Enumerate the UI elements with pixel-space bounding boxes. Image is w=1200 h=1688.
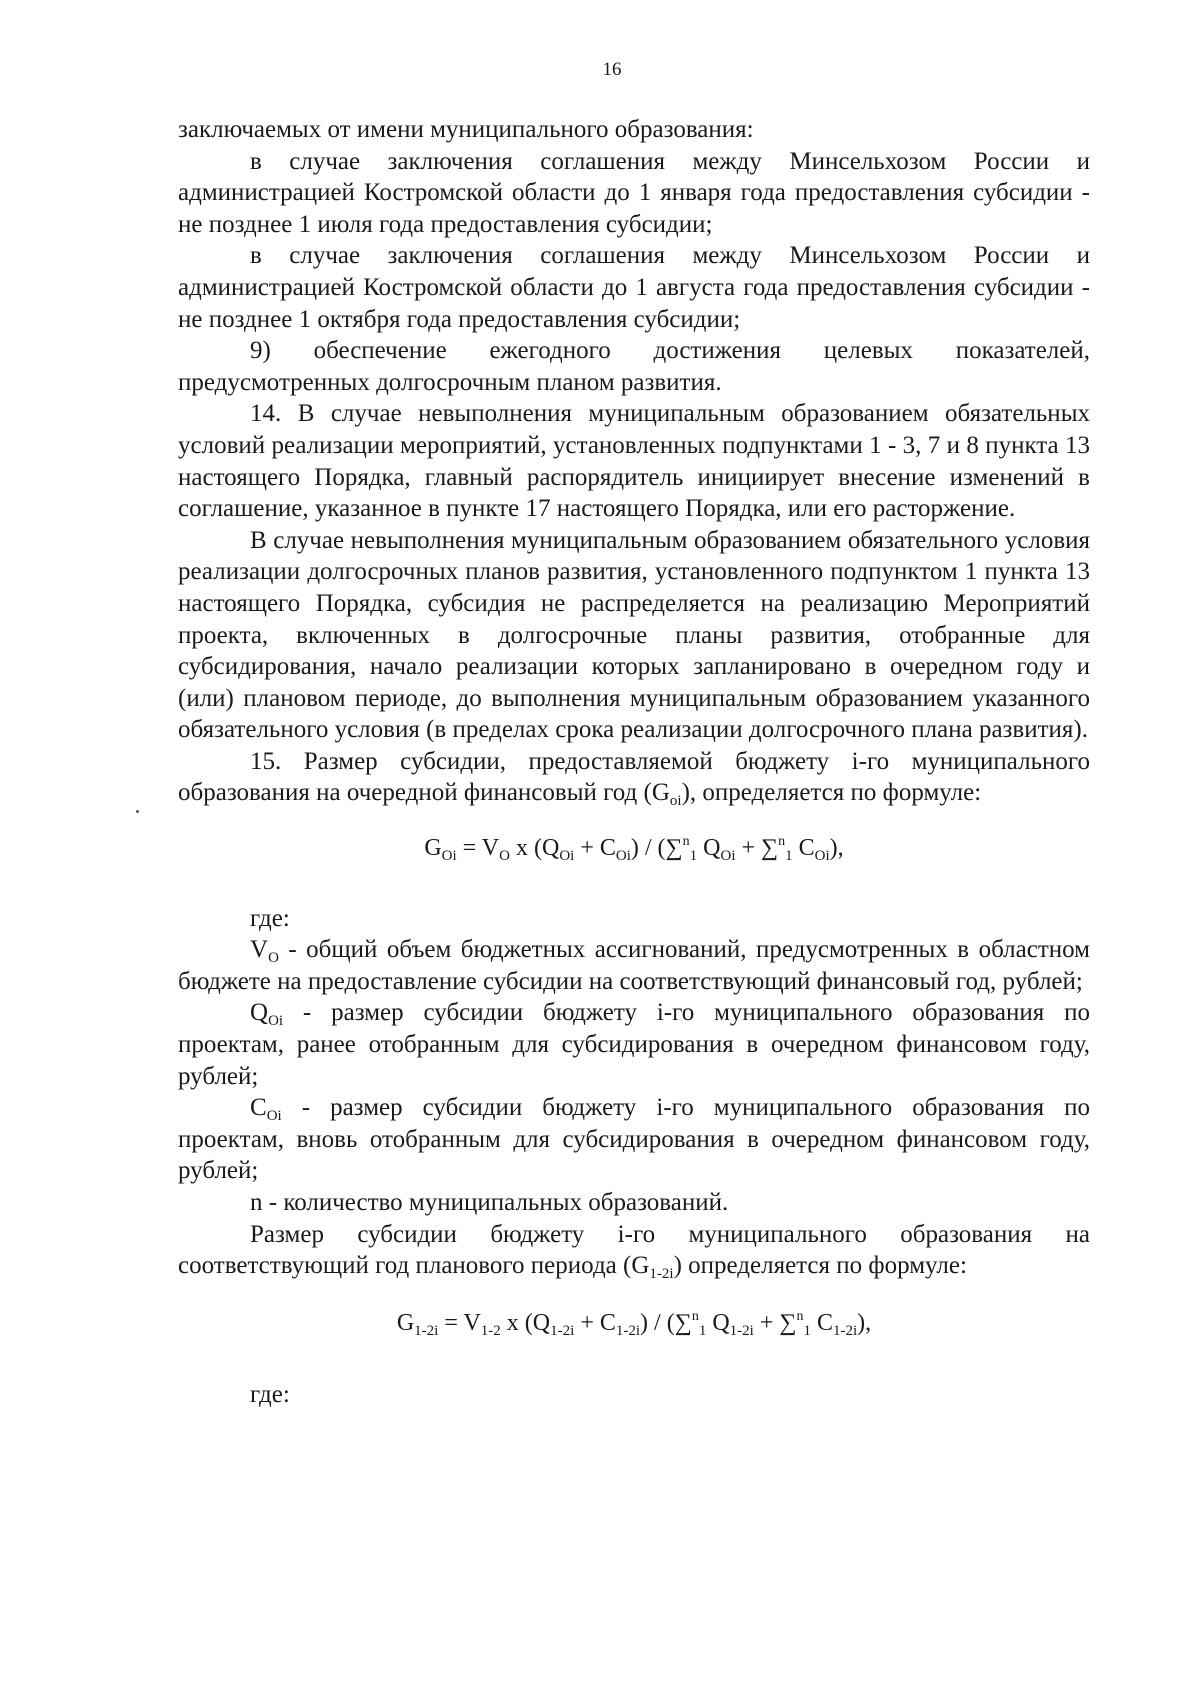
- superscript: n: [691, 1308, 699, 1324]
- formula-operator: +: [574, 835, 600, 862]
- definition: [178, 997, 1090, 1092]
- subscript: Oi: [720, 848, 736, 865]
- scan-speck: [136, 810, 139, 813]
- paragraph: в случае заключения соглашения между Минсельхозом России и администрацией Костромской области до 1 января года предоставления субсидии - не позднее 1 июля года предоставления субсидии;: [178, 147, 1090, 238]
- formula-operator: ) / (: [640, 1309, 675, 1336]
- paragraph: в случае заключения соглашения между Минсельхозом России и администрацией Костромской области до 1 августа года предоставления субсидии - не позднее 1 октября года предоставления субсидии;: [178, 242, 1090, 333]
- subscript: 1: [803, 1322, 811, 1339]
- subscript: 1-2i: [615, 1322, 641, 1339]
- definition-text: - размер субсидии бюджету i-го муниципального образования по проектам, вновь отобранным для субсидирования в очередном финансовом году, рублей;: [178, 1094, 1090, 1185]
- formula-operator: ),: [829, 835, 844, 862]
- formula-symbol: C: [599, 835, 616, 862]
- paragraph-text-end: ) определяется по формуле:: [673, 1252, 967, 1280]
- paragraph-15: [178, 746, 1090, 809]
- formula-symbol: Q: [541, 835, 560, 862]
- definition: [178, 934, 1090, 997]
- formula-operator: +: [574, 1309, 600, 1336]
- formula-current-year: [178, 833, 1090, 865]
- definition: n - количество муниципальных образований.: [250, 1189, 729, 1216]
- formula-symbol: G: [424, 835, 442, 862]
- formula-symbol: G: [396, 1309, 415, 1336]
- paragraph: В случае невыполнения муниципальным образованием обязательного условия реализации долгосрочных планов развития, установленного подпунктом 1 пункта 13 настоящего Порядка, субсидия не распределяется на реализацию Мероприятий проекта, включенных в долгосрочные планы развития, отобранные для субсидирования, начало реализации которых запланировано в очередном году и (или) плановом периоде, до выполнения муниципальным образованием указанного обязательного условия (в пределах срока реализации долгосрочного плана развития).: [178, 526, 1090, 744]
- formula-symbol: C: [810, 1309, 833, 1336]
- paragraph-15-text: 15. Размер субсидии, предоставляемой бюджету i-го муниципального образования на очередной финансовый год (G: [178, 747, 1090, 807]
- paragraph-text: Размер субсидии бюджету i-го муниципального образования на соответствующий год планового периода (G: [178, 1220, 1090, 1280]
- where-label: где:: [250, 1381, 290, 1409]
- formula-symbol: V: [481, 835, 500, 862]
- formula-operator: x (: [509, 835, 542, 862]
- formula-plan-period: [178, 1308, 1090, 1340]
- definition-text: - размер субсидии бюджету i-го муниципального образования по проектам, ранее отобранным для субсидирования в очередном финансовом году, рублей;: [178, 999, 1090, 1090]
- subscript: oi: [669, 793, 682, 810]
- formula-symbol: C: [599, 1309, 616, 1336]
- page-number: 16: [602, 59, 622, 80]
- definition-text: - общий объем бюджетных ассигнований, предусмотренных в областном бюджете на предоставление субсидии на соответствующий финансовый год, рублей;: [178, 936, 1090, 995]
- sum-sign: ∑: [674, 1309, 692, 1336]
- formula-symbol: C: [792, 835, 815, 862]
- where-label: где:: [250, 904, 290, 932]
- subscript: 1-2i: [414, 1322, 439, 1339]
- formula-operator: =: [438, 1309, 464, 1336]
- subscript: 1-2i: [550, 1322, 575, 1339]
- paragraph: 9) обеспечение ежегодного достижения целевых показателей, предусмотренных долгосрочным планом развития.: [178, 337, 1090, 396]
- subscript: Oi: [615, 848, 631, 865]
- subscript: Oi: [441, 848, 457, 865]
- superscript: n: [796, 1308, 804, 1324]
- subscript: O: [499, 848, 510, 865]
- subscript: 1-2i: [649, 1266, 674, 1283]
- document-body: [178, 114, 1090, 1411]
- superscript: n: [778, 834, 786, 850]
- subscript: O: [268, 950, 279, 967]
- subscript: 1: [698, 1322, 707, 1339]
- formula-operator: =: [456, 835, 482, 862]
- formula-symbol: Q: [706, 1309, 730, 1336]
- subscript: 1-2: [480, 1322, 501, 1339]
- superscript: n: [682, 834, 690, 850]
- definition-symbol: Q: [250, 999, 269, 1027]
- subscript: 1-2i: [833, 1322, 858, 1339]
- subscript: Oi: [559, 848, 575, 865]
- subscript: Oi: [814, 848, 830, 865]
- formula-symbol: Q: [697, 835, 721, 862]
- definition-symbol: V: [250, 936, 269, 964]
- formula-symbol: V: [463, 1309, 481, 1336]
- sum-sign: ∑: [761, 835, 779, 862]
- paragraph-15-text-end: ), определяется по формуле:: [681, 779, 982, 807]
- formula-operator: ),: [857, 1309, 872, 1336]
- formula-symbol: Q: [532, 1309, 551, 1336]
- paragraph: 14. В случае невыполнения муниципальным образованием обязательных условий реализации мероприятий, установленных подпунктами 1 - 3, 7 и 8 пункта 13 настоящего Порядка, главный распорядитель инициирует внесение изменений в соглашение, указанное в пункте 17 настоящего Порядка, или его расторжение.: [178, 400, 1090, 523]
- subscript: Oi: [268, 1013, 284, 1030]
- definition: [178, 1092, 1090, 1187]
- sum-sign: ∑: [779, 1309, 797, 1336]
- sum-sign: ∑: [665, 835, 683, 862]
- formula-operator: ) / (: [630, 835, 666, 862]
- definition-symbol: C: [250, 1094, 267, 1122]
- formula-operator: +: [753, 1309, 780, 1336]
- subscript: 1-2i: [729, 1322, 754, 1339]
- formula-operator: +: [735, 835, 762, 862]
- subscript: 1: [785, 848, 793, 865]
- paragraph: заключаемых от имени муниципального образования:: [178, 116, 754, 143]
- paragraph-plan-period: [178, 1219, 1090, 1282]
- formula-operator: x (: [500, 1309, 533, 1336]
- subscript: 1: [689, 848, 698, 865]
- subscript: Oi: [266, 1108, 282, 1125]
